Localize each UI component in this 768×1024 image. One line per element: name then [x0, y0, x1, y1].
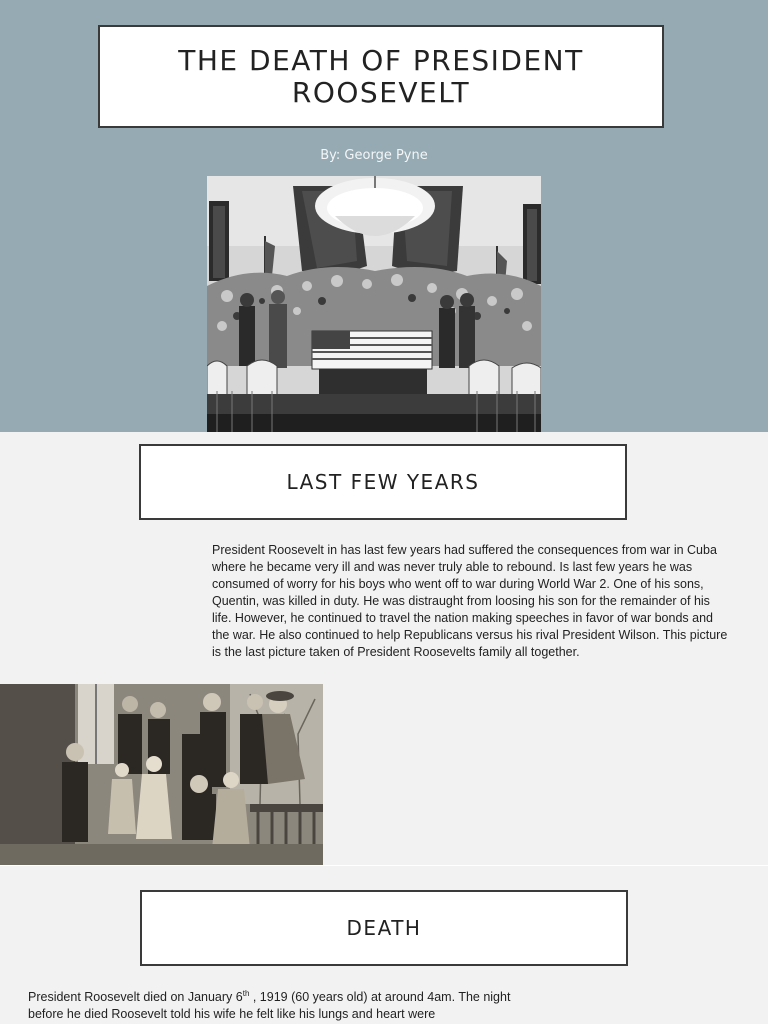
last-few-years-paragraph: President Roosevelt in has last few years had suffered the consequences from war in Cuba where he became very ill and was never truly able to rebound. Is last few years he was consumed of worry for his boys who went off to war during World War 2. One of his sons, Quentin, was killed in duty. He was distraught from loosing his son for the remainder of his life. However, he continued to travel the nation making speeches in favor of war bonds and the war. He also continued to help Republicans versus his rival President Wilson. This picture is the last picture taken of President Roosevelts family all together.: [212, 543, 728, 659]
death-paragraph-superscript: th: [242, 989, 250, 998]
death-heading: DEATH: [346, 916, 422, 940]
page-title: THE DEATH OF PRESIDENT ROOSEVELT: [178, 43, 584, 109]
funeral-photo: [207, 176, 541, 432]
slide-divider: [0, 865, 768, 866]
death-paragraph-rest: , 1919 (60 years old) at around 4am. The night before he died Roosevelt told his wife he felt like his lungs and heart were: [28, 990, 511, 1022]
death-paragraph: [28, 985, 518, 1023]
last-few-years-heading-box: [139, 444, 627, 520]
last-few-years-heading: LAST FEW YEARS: [286, 470, 480, 494]
death-paragraph-start: President Roosevelt died on January 6: [28, 990, 243, 1005]
death-heading-box: [140, 890, 628, 966]
family-photo: [0, 684, 323, 865]
title-box: [98, 25, 664, 128]
title-slide: [0, 0, 768, 432]
byline: By: George Pyne: [320, 148, 428, 163]
